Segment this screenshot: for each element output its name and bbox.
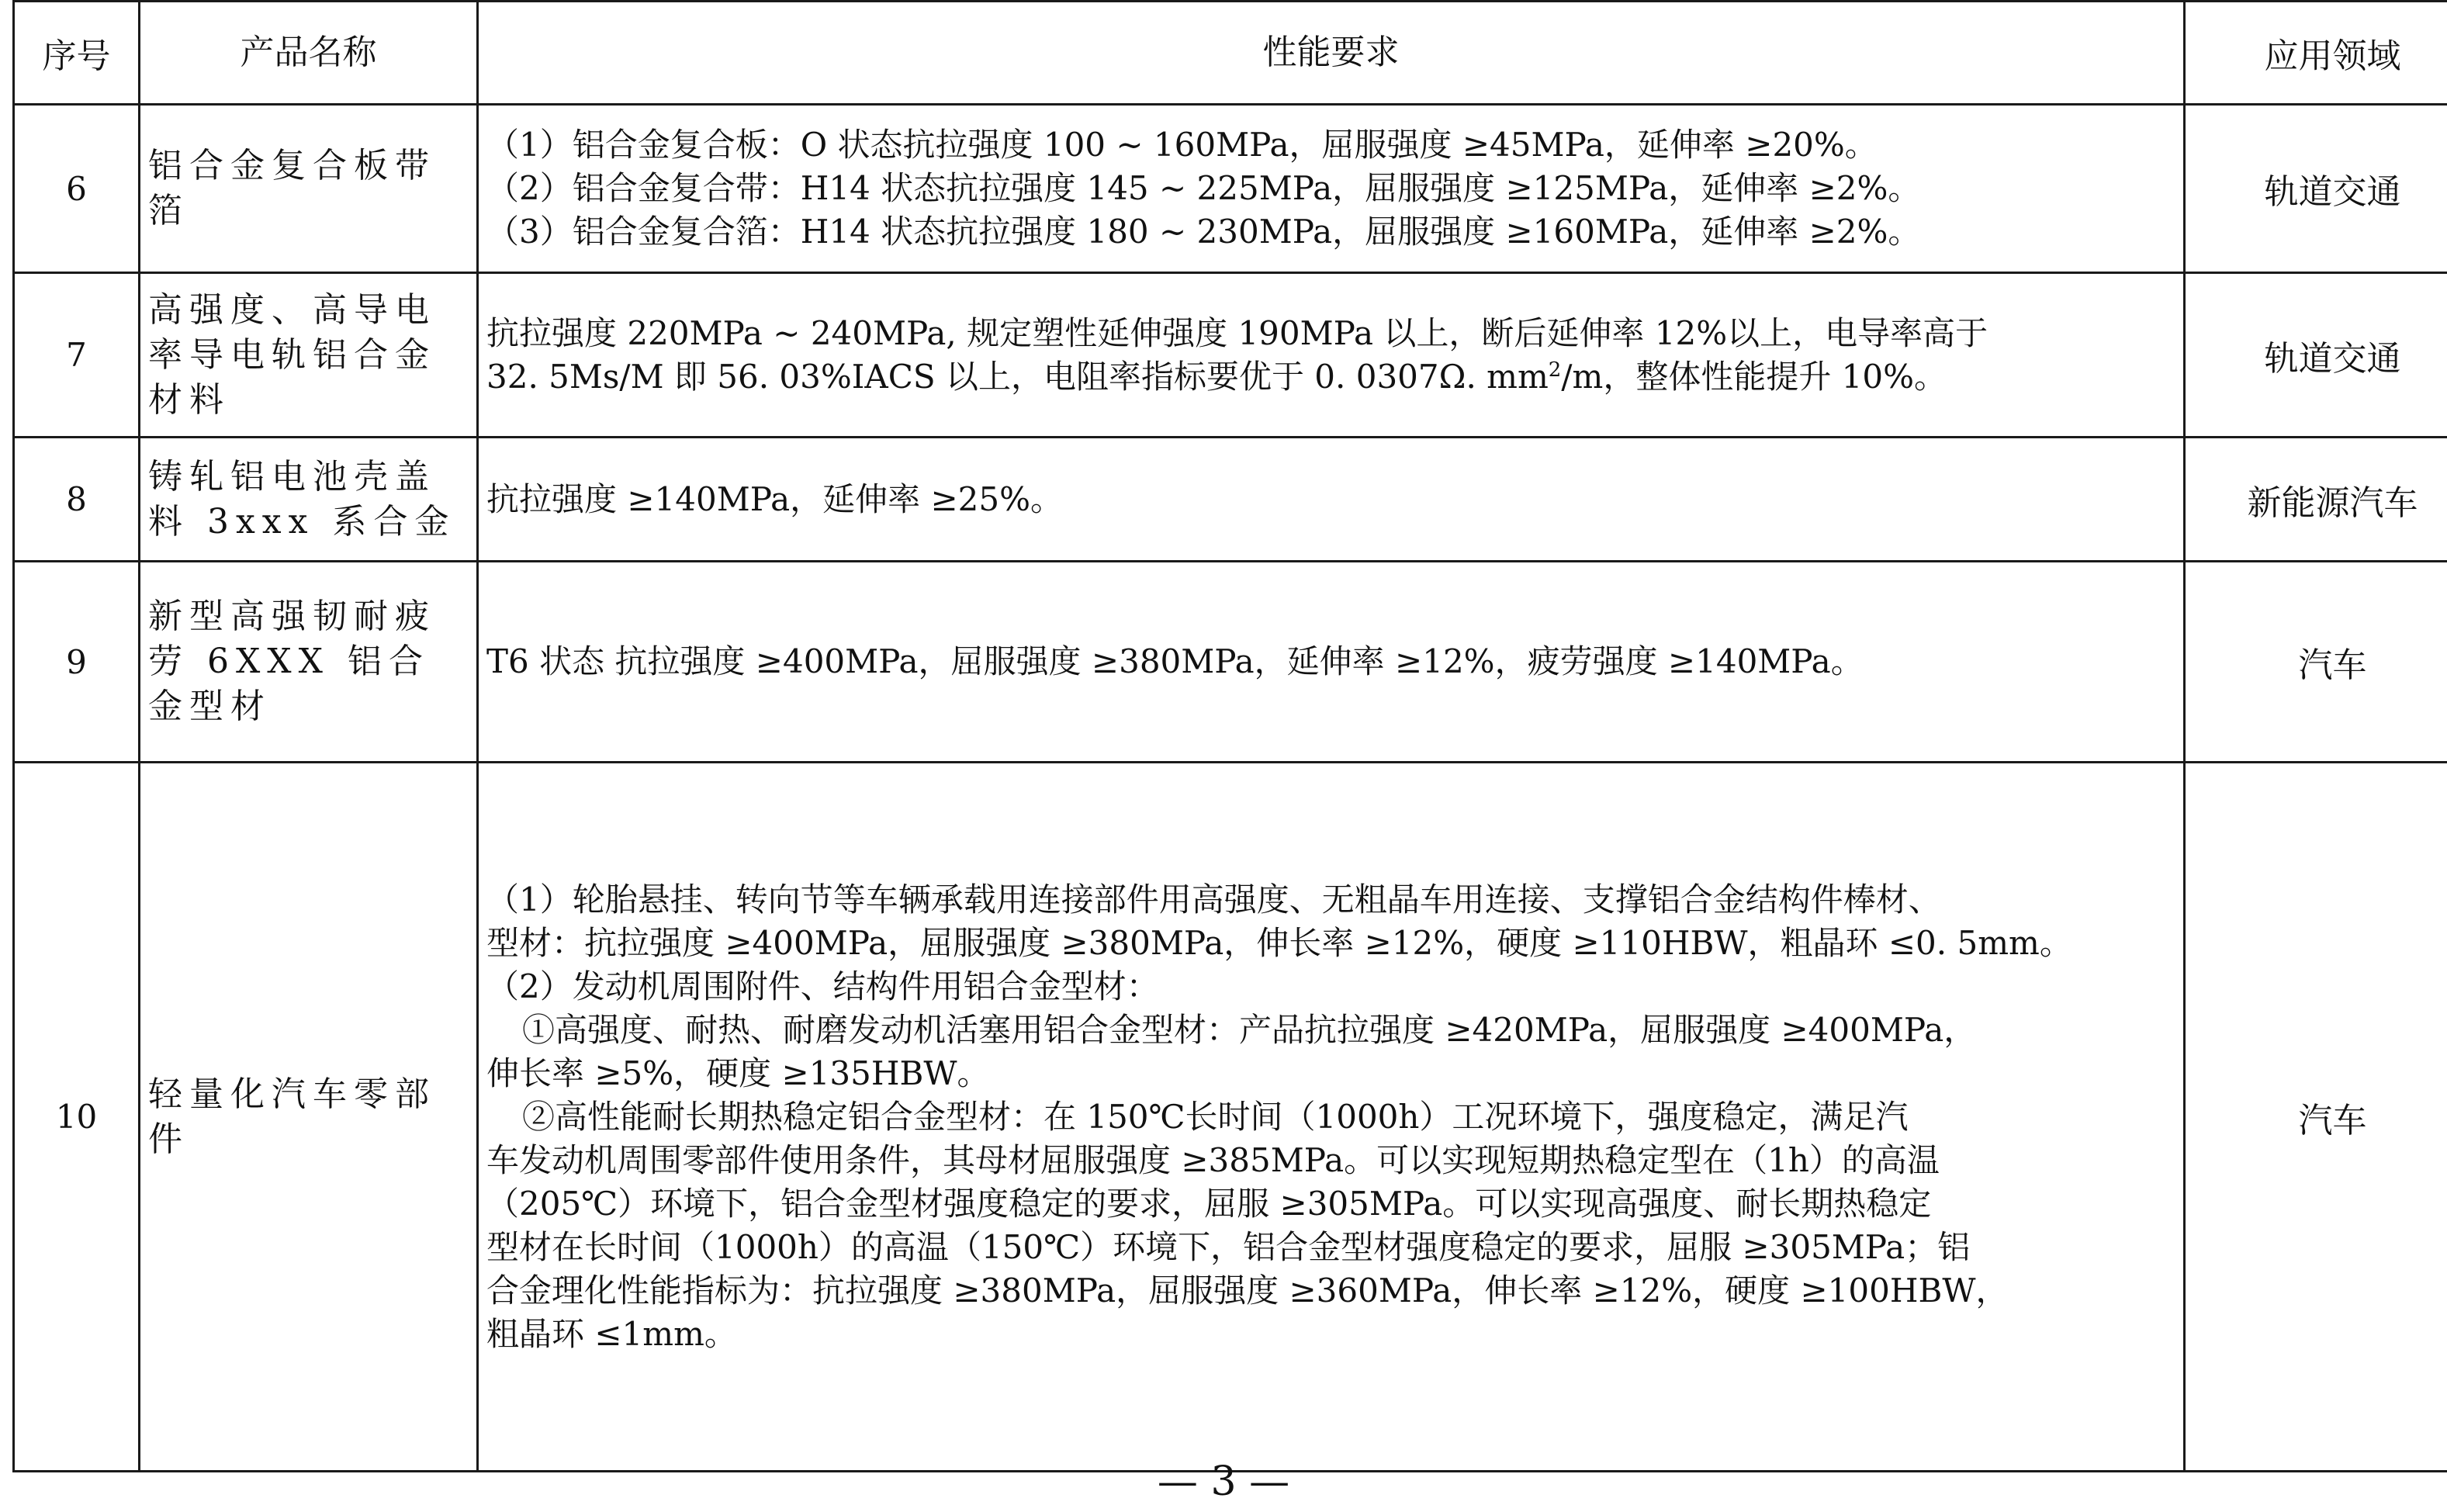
product-name: 铝合金复合板带箔 bbox=[140, 105, 478, 273]
requirement-line: ②高性能耐长期热稳定铝合金型材：在 150℃长时间（1000h）工况环境下，强度稳定，满足汽 bbox=[522, 1097, 1909, 1136]
table-header-row bbox=[14, 2, 2447, 105]
application-field: 轨道交通 bbox=[2185, 105, 2447, 273]
requirement-line: （2）发动机周围附件、结构件用铝合金型材： bbox=[486, 967, 1159, 1005]
product-name: 轻量化汽车零部件 bbox=[140, 763, 478, 1472]
requirement-line: T6 状态 抗拉强度 ≥400MPa，屈服强度 ≥380MPa，延伸率 ≥12%，疲劳强度 ≥140MPa。 bbox=[486, 642, 1864, 680]
requirements-table bbox=[12, 0, 2447, 1472]
table-row bbox=[14, 105, 2447, 273]
superscript: 2 bbox=[1548, 358, 1562, 382]
requirement-line: 抗拉强度 ≥140MPa，延伸率 ≥25%。 bbox=[486, 479, 1064, 518]
requirement-line: （1）轮胎悬挂、转向节等车辆承载用连接部件用高强度、无粗晶车用连接、支撑铝合金结构件棒材、 bbox=[486, 880, 1941, 919]
requirement-line: 伸长率 ≥5%，硬度 ≥135HBW。 bbox=[486, 1054, 990, 1092]
requirements-cell bbox=[478, 105, 2185, 273]
requirement-line: 抗拉强度 220MPa ~ 240MPa, 规定塑性延伸强度 190MPa 以上，断后延伸率 12%以上，电导率高于 bbox=[486, 313, 1988, 352]
requirements-cell bbox=[478, 438, 2185, 562]
header-application: 应用领域 bbox=[2185, 2, 2447, 105]
requirement-line: 型材：抗拉强度 ≥400MPa，屈服强度 ≥380MPa，伸长率 ≥12%，硬度 ≥110HBW，粗晶环 ≤0. 5mm。 bbox=[486, 923, 2072, 962]
requirement-line: （3）铝合金复合箔：H14 状态抗拉强度 180 ~ 230MPa，屈服强度 ≥160MPa，延伸率 ≥2%。 bbox=[486, 213, 1921, 251]
requirements-cell bbox=[478, 763, 2185, 1472]
application-field: 新能源汽车 bbox=[2185, 438, 2447, 562]
table-row bbox=[14, 562, 2447, 763]
product-name: 铸轧铝电池壳盖料 3xxx 系合金 bbox=[140, 438, 478, 562]
application-field: 汽车 bbox=[2185, 562, 2447, 763]
requirement-line: 型材在长时间（1000h）的高温（150℃）环境下，铝合金型材强度稳定的要求，屈服 ≥305MPa；铝 bbox=[486, 1227, 1971, 1266]
row-no: 8 bbox=[14, 438, 140, 562]
table-row bbox=[14, 763, 2447, 1472]
requirement-line: （1）铝合金复合板：O 状态抗拉强度 100 ~ 160MPa，屈服强度 ≥45MPa，延伸率 ≥20%。 bbox=[486, 126, 1878, 164]
requirement-line: 合金理化性能指标为：抗拉强度 ≥380MPa，屈服强度 ≥360MPa，伸长率 ≥12%，硬度 ≥100HBW， bbox=[486, 1271, 2009, 1310]
requirement-line: 车发动机周围零部件使用条件，其母材屈服强度 ≥385MPa。可以实现短期热稳定型在（1h）的高温 bbox=[486, 1140, 1940, 1179]
application-field: 轨道交通 bbox=[2185, 273, 2447, 438]
row-no: 6 bbox=[14, 105, 140, 273]
requirement-line: ①高强度、耐热、耐磨发动机活塞用铝合金型材：产品抗拉强度 ≥420MPa，屈服强度 ≥400MPa， bbox=[522, 1010, 1977, 1049]
application-field: 汽车 bbox=[2185, 763, 2447, 1472]
row-no: 10 bbox=[14, 763, 140, 1472]
header-name: 产品名称 bbox=[140, 2, 478, 105]
requirement-text: /m，整体性能提升 10%。 bbox=[1561, 357, 1947, 396]
header-no: 序号 bbox=[14, 2, 140, 105]
table-row bbox=[14, 273, 2447, 438]
product-name: 高强度、高导电率导电轨铝合金材料 bbox=[140, 273, 478, 438]
requirement-line: （205℃）环境下，铝合金型材强度稳定的要求，屈服 ≥305MPa。可以实现高强度、耐长期热稳定 bbox=[486, 1184, 1932, 1223]
table-row bbox=[14, 438, 2447, 562]
row-no: 9 bbox=[14, 562, 140, 763]
row-no: 7 bbox=[14, 273, 140, 438]
requirement-line: 粗晶环 ≤1mm。 bbox=[486, 1314, 737, 1353]
product-name: 新型高强韧耐疲劳 6XXX 铝合金型材 bbox=[140, 562, 478, 763]
requirement-text: 32. 5Ms/M 即 56. 03%IACS 以上，电阻率指标要优于 0. 0307Ω. mm bbox=[486, 357, 1549, 396]
page-number: — 3 — bbox=[1157, 1458, 1290, 1505]
requirement-line: （2）铝合金复合带：H14 状态抗拉强度 145 ~ 225MPa，屈服强度 ≥125MPa，延伸率 ≥2%。 bbox=[486, 169, 1921, 207]
header-requirements: 性能要求 bbox=[478, 2, 2185, 105]
requirements-cell bbox=[478, 273, 2185, 438]
requirement-line bbox=[486, 355, 2175, 399]
requirements-cell bbox=[478, 562, 2185, 763]
